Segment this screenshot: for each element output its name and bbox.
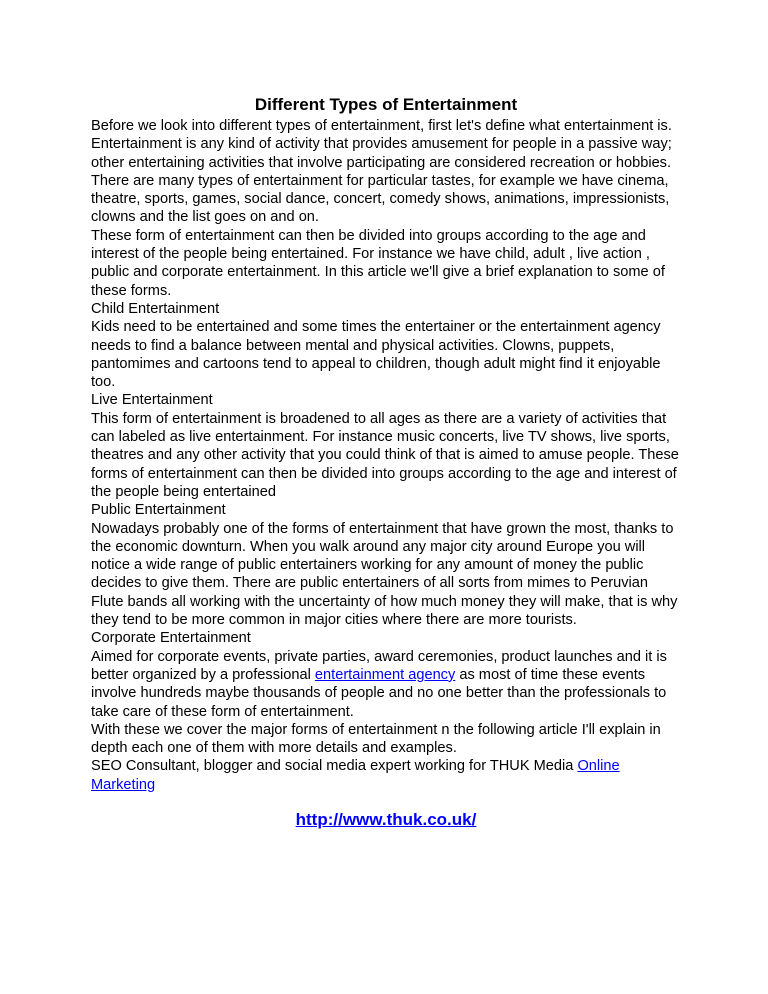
document-page: [91, 95, 681, 830]
section-body-child: Kids need to be entertained and some times the entertainer or the entertainment agency needs to find a balance between mental and physical activities. Clowns, puppets, pantomimes and cartoons tend to appeal to children, though adult might find it enjoyable too.: [91, 319, 661, 391]
online-marketing-link[interactable]: Online Marketing: [91, 758, 620, 793]
footer-url[interactable]: [91, 810, 681, 830]
section-body-corporate: [91, 648, 681, 721]
section-heading-corporate: Corporate Entertainment: [91, 630, 251, 647]
entertainment-agency-link[interactable]: entertainment agency: [314, 666, 456, 683]
closing-paragraph: With these we cover the major forms of entertainment n the following article I'll explain in depth each one of them with more details and examples.: [91, 721, 661, 757]
section-heading-live: Live Entertainment: [91, 392, 213, 409]
document-title: Different Types of Entertainment: [254, 95, 518, 114]
intro-paragraph-2: There are many types of entertainment for particular tastes, for example we have cinema, theatre, sports, games, social dance, concert, comedy shows, animations, impressionists, clowns and the list goes on and on.: [91, 172, 670, 226]
corporate-text-after-link: as most of time these events involve hundreds maybe thousands of people and no one better than the professionals to take care of these form of entertainment.: [91, 666, 667, 720]
signature-text: SEO Consultant, blogger and social media expert working for THUK Media: [91, 758, 578, 775]
intro-paragraph-1: Before we look into different types of entertainment, first let's define what entertainment is. Entertainment is any kind of activity that provides amusement for people in a passive way; other entertaining activities that involve participating are considered recreation or hobbies.: [91, 118, 672, 171]
section-body-live: This form of entertainment is broadened to all ages as there are a variety of activities that can labeled as live entertainment. For instance music concerts, live TV shows, live sports, theatres and any other activity that you could think of that is aimed to amuse people. These forms of entertainment can then be divided into groups according to the age and interest of the people being entertained: [91, 410, 679, 500]
section-body-public: Nowadays probably one of the forms of entertainment that have grown the most, thanks to the economic downturn. When you walk around any major city around Europe you will notice a wide range of public entertainers working for any amount of money the public decides to give them. There are public entertainers of all sorts from mimes to Peruvian Flute bands all working with the uncertainty of how much money they will make, that is why they tend to be more common in major cities where there are more tourists.: [91, 520, 678, 629]
corporate-text-before-link: Aimed for corporate events, private parties, award ceremonies, product launches and it is better organized by a professional: [91, 648, 667, 683]
section-heading-child: Child Entertainment: [91, 300, 220, 317]
signature-paragraph: [91, 757, 681, 794]
section-heading-public: Public Entertainment: [91, 502, 226, 519]
footer-url-link[interactable]: http://www.thuk.co.uk/: [295, 809, 477, 829]
intro-paragraph-3: These form of entertainment can then be divided into groups according to the age and interest of the people being entertained. For instance we have child, adult , live action , public and corporate entertainment. In this article we'll give a brief explanation to some of these forms.: [91, 227, 665, 299]
